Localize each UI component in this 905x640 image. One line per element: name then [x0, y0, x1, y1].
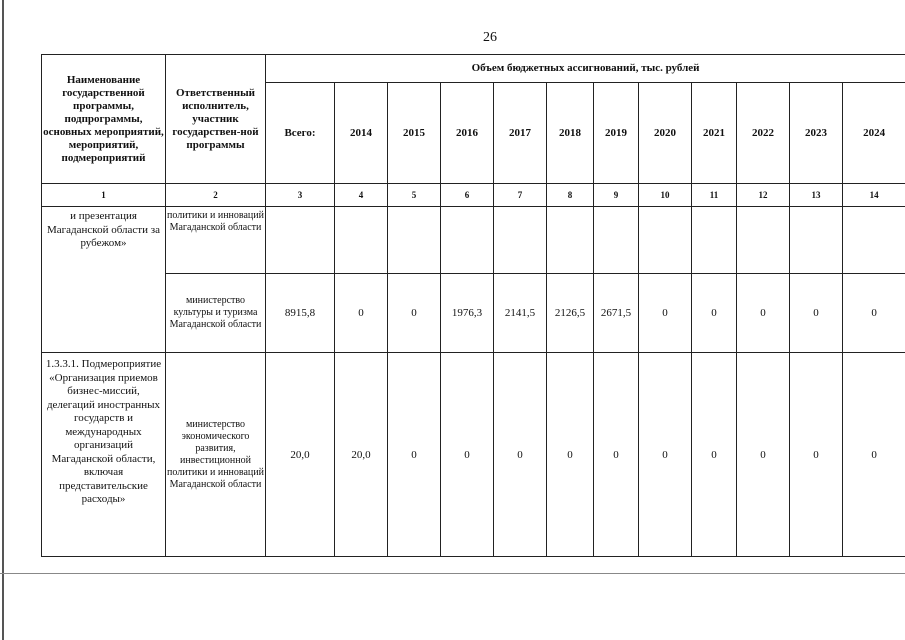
- cell-value: 0: [494, 353, 547, 557]
- header-name: Наименование государственной программы, подпрограммы, основных мероприятий, мероприятий, подмероприятий: [42, 55, 166, 184]
- table-row: [42, 353, 905, 557]
- cell-value: [547, 207, 594, 274]
- header-year: 2016: [441, 83, 494, 184]
- bottom-scan-rule: [0, 573, 905, 574]
- column-number: 2: [166, 184, 266, 207]
- column-number: 11: [692, 184, 737, 207]
- page-number: 26: [483, 30, 497, 45]
- cell-value: 2126,5: [547, 274, 594, 353]
- header-year: 2024: [843, 83, 905, 184]
- row-responsible: политики и инноваций Магаданской области: [166, 207, 266, 274]
- cell-value: 0: [790, 353, 843, 557]
- column-number: 9: [594, 184, 639, 207]
- header-year: 2023: [790, 83, 843, 184]
- cell-value: [441, 207, 494, 274]
- cell-value: [692, 207, 737, 274]
- header-year: 2015: [388, 83, 441, 184]
- row-responsible: министерство экономического развития, инвестиционной политики и инноваций Магаданской области: [166, 353, 266, 557]
- header-responsible: Ответственный исполнитель, участник государствен-ной программы: [166, 55, 266, 184]
- cell-value: 0: [790, 274, 843, 353]
- cell-value: [737, 207, 790, 274]
- header-year: 2019: [594, 83, 639, 184]
- column-number: 6: [441, 184, 494, 207]
- cell-value: 1976,3: [441, 274, 494, 353]
- header-year: 2014: [335, 83, 388, 184]
- column-number: 3: [266, 184, 335, 207]
- header-year: 2021: [692, 83, 737, 184]
- cell-value: [494, 207, 547, 274]
- header-year: 2017: [494, 83, 547, 184]
- cell-value: 0: [692, 274, 737, 353]
- cell-total: [266, 207, 335, 274]
- header-total: Всего:: [266, 83, 335, 184]
- column-number: 5: [388, 184, 441, 207]
- cell-value: [639, 207, 692, 274]
- table-row: [42, 207, 905, 274]
- cell-value: 0: [335, 274, 388, 353]
- cell-value: 0: [692, 353, 737, 557]
- cell-value: 0: [639, 274, 692, 353]
- cell-value: 0: [843, 274, 905, 353]
- cell-value: 2671,5: [594, 274, 639, 353]
- column-number: 4: [335, 184, 388, 207]
- column-number: 7: [494, 184, 547, 207]
- cell-total: 8915,8: [266, 274, 335, 353]
- cell-value: [335, 207, 388, 274]
- cell-value: 0: [737, 274, 790, 353]
- cell-total: 20,0: [266, 353, 335, 557]
- cell-value: 0: [594, 353, 639, 557]
- header-year: 2020: [639, 83, 692, 184]
- cell-value: [843, 207, 905, 274]
- cell-value: [388, 207, 441, 274]
- cell-value: 0: [547, 353, 594, 557]
- cell-value: 0: [441, 353, 494, 557]
- cell-value: [790, 207, 843, 274]
- cell-value: 0: [388, 353, 441, 557]
- column-number: 1: [42, 184, 166, 207]
- row-responsible: министерство культуры и туризма Магаданской области: [166, 274, 266, 353]
- column-number: 14: [843, 184, 905, 207]
- column-number-row: [42, 184, 905, 207]
- column-number: 13: [790, 184, 843, 207]
- cell-value: 0: [639, 353, 692, 557]
- cell-value: 2141,5: [494, 274, 547, 353]
- row-name: и презентация Магаданской области за рубежом»: [42, 207, 166, 353]
- cell-value: 20,0: [335, 353, 388, 557]
- header-year: 2022: [737, 83, 790, 184]
- left-margin-rule: [2, 0, 4, 640]
- column-number: 8: [547, 184, 594, 207]
- table-row: [42, 274, 905, 353]
- cell-value: [594, 207, 639, 274]
- cell-value: 0: [388, 274, 441, 353]
- row-name: 1.3.3.1. Подмероприятие «Организация приемов бизнес-миссий, делегаций иностранных государств и международных организаций Магаданской области, включая представительские расходы»: [42, 353, 166, 557]
- column-number: 12: [737, 184, 790, 207]
- header-budget-group: Объем бюджетных ассигнований, тыс. рублей: [266, 55, 905, 83]
- cell-value: 0: [843, 353, 905, 557]
- budget-table: [41, 54, 905, 557]
- header-year: 2018: [547, 83, 594, 184]
- column-number: 10: [639, 184, 692, 207]
- cell-value: 0: [737, 353, 790, 557]
